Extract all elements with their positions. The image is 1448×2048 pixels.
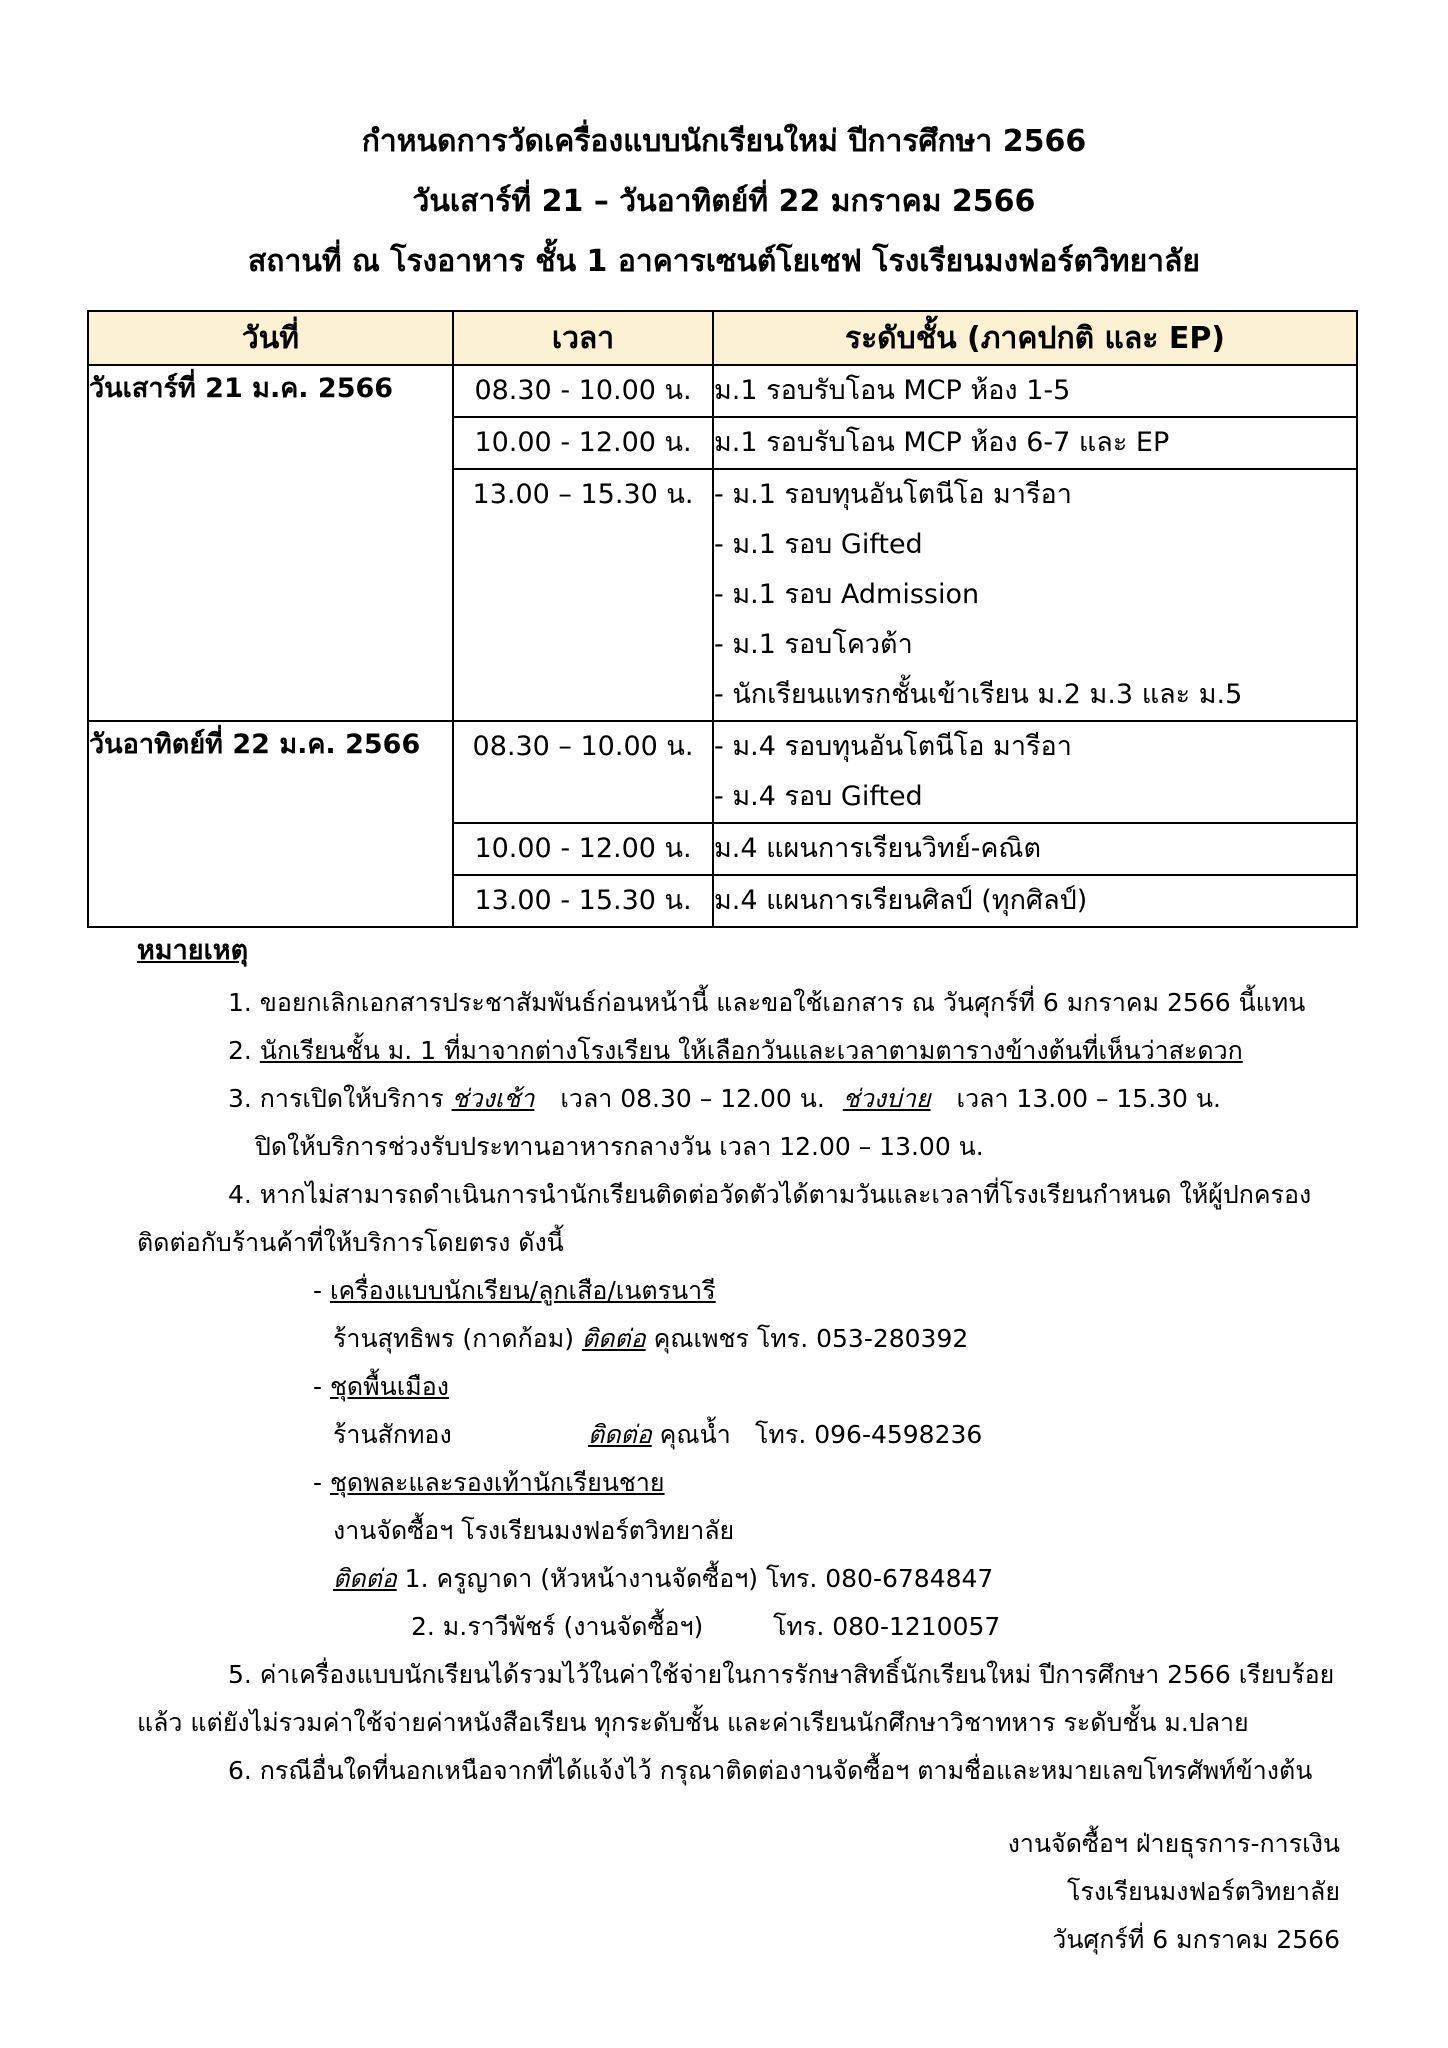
schedule-table (87, 310, 1358, 928)
note-3-morning-label: ช่วงเช้า (451, 1084, 535, 1113)
note-5-line-1: 5. ค่าเครื่องแบบนักเรียนได้รวมไว้ในค่าใช้จ่ายในการรักษาสิทธิ์นักเรียนใหม่ ปีการศึกษา 2566 เรียบร้อย (228, 1660, 1335, 1689)
bullet-dash: - (313, 1276, 330, 1305)
level-cell (713, 823, 1357, 875)
table-row (88, 721, 1357, 823)
shop-3-contact-1 (333, 1563, 993, 1595)
note-3-morning-time: เวลา 08.30 – 12.00 น. (560, 1084, 825, 1113)
level-item: - ม.1 รอบ Admission (714, 579, 980, 610)
shop-3-contact-1-text: 1. ครูญาดา (หัวหน้างานจัดซื้อฯ) โทร. 080-6784847 (396, 1564, 994, 1593)
shop-3-contact-2: 2. ม.ราวีพัชร์ (งานจัดซื้อฯ) (411, 1612, 704, 1641)
signature-department: งานจัดซื้อฯ ฝ่ายธุรการ-การเงิน (1007, 1829, 1340, 1858)
level-item: - ม.1 รอบทุนอันโตนีโอ มารีอา (714, 479, 1072, 510)
shop-1-title: เครื่องแบบนักเรียน/ลูกเสือ/เนตรนารี (329, 1276, 716, 1305)
table-row (88, 365, 1357, 417)
note-3-prefix: 3. การเปิดให้บริการ (228, 1084, 452, 1113)
contact-label: ติดต่อ (588, 1420, 652, 1449)
note-6: 6. กรณีอื่นใดที่นอกเหนือจากที่ได้แจ้งไว้ กรุณาติดต่องานจัดซื้อฯ ตามชื่อและหมายเลขโทรศัพท์ข้างต้น (228, 1756, 1313, 1785)
notes-heading: หมายเหตุ (137, 935, 249, 966)
note-2-number: 2. (228, 1036, 260, 1065)
time-cell (453, 417, 713, 469)
shop-2-detail (333, 1419, 452, 1451)
title-line-2: วันเสาร์ที่ 21 – วันอาทิตย์ที่ 22 มกราคม 2566 (412, 184, 1036, 219)
note-4-line-2: ติดต่อกับร้านค้าที่ให้บริการโดยตรง ดังนี้ (137, 1228, 564, 1257)
level-cell (713, 721, 1357, 823)
time-text: 13.00 – 15.30 น. (472, 479, 694, 510)
note-3-afternoon-label: ช่วงบ่าย (842, 1084, 931, 1113)
shop-1-contact: คุณเพชร โทร. 053-280392 (645, 1324, 969, 1353)
note-1: 1. ขอยกเลิกเอกสารประชาสัมพันธ์ก่อนหน้านี้ และขอใช้เอกสาร ณ วันศุกร์ที่ 6 มกราคม 2566 นี้แทน (228, 988, 1306, 1017)
time-cell (453, 721, 713, 823)
contact-label: ติดต่อ (581, 1324, 646, 1353)
signature-block (1008, 1820, 1340, 1964)
shop-2-title: ชุดพื้นเมือง (329, 1372, 449, 1401)
level-item: - ม.4 รอบ Gifted (714, 781, 923, 812)
contact-label: ติดต่อ (333, 1564, 397, 1593)
level-item: - ม.1 รอบโควต้า (714, 629, 913, 660)
header-time: เวลา (453, 311, 713, 365)
shop-2-name: ร้านสักทอง (333, 1420, 452, 1449)
shop-2-contact-person: คุณน้ำ (651, 1420, 731, 1449)
shop-2-heading (313, 1371, 449, 1403)
shop-3-name: งานจัดซื้อฯ โรงเรียนมงฟอร์ตวิทยาลัย (333, 1516, 735, 1545)
time-cell (453, 823, 713, 875)
level-cell (713, 469, 1357, 721)
level-item: - ม.1 รอบ Gifted (714, 529, 923, 560)
signature-school: โรงเรียนมงฟอร์ตวิทยาลัย (1066, 1877, 1340, 1906)
time-cell (453, 365, 713, 417)
table-header-row (88, 311, 1357, 365)
shop-1-detail (333, 1323, 968, 1355)
date-cell: วันอาทิตย์ที่ 22 ม.ค. 2566 (88, 721, 453, 927)
time-text: 08.30 – 10.00 น. (472, 731, 694, 762)
time-text: 10.00 - 12.00 น. (474, 833, 692, 864)
note-3-line-2: ปิดให้บริการช่วงรับประทานอาหารกลางวัน เวลา 12.00 – 13.00 น. (255, 1132, 984, 1161)
shop-1-name: ร้านสุทธิพร (กาดก้อม) (333, 1324, 582, 1353)
shop-3-heading (313, 1467, 665, 1499)
level-item: ม.1 รอบรับโอน MCP ห้อง 6-7 และ EP (714, 427, 1170, 458)
level-item: ม.4 แผนการเรียนศิลป์ (ทุกศิลป์) (714, 885, 1088, 916)
level-item: ม.4 แผนการเรียนวิทย์-คณิต (714, 833, 1042, 864)
note-2-text: นักเรียนชั้น ม. 1 ที่มาจากต่างโรงเรียน ให้เลือกวันและเวลาตามตารางข้างต้นที่เห็นว่าสะดวก (259, 1036, 1243, 1065)
note-3-afternoon-time: เวลา 13.00 – 15.30 น. (956, 1084, 1221, 1113)
time-cell (453, 469, 713, 721)
date-cell: วันเสาร์ที่ 21 ม.ค. 2566 (88, 365, 453, 721)
note-3 (228, 1083, 1221, 1115)
shop-2-contact (588, 1419, 731, 1451)
level-cell (713, 417, 1357, 469)
level-cell (713, 365, 1357, 417)
note-5-line-2: แล้ว แต่ยังไม่รวมค่าใช้จ่ายค่าหนังสือเรียน ทุกระดับชั้น และค่าเรียนนักศึกษาวิชาทหาร ระดับชั้น ม.ปลาย (137, 1708, 1249, 1737)
header-level: ระดับชั้น (ภาคปกติ และ EP) (713, 311, 1357, 365)
header-date: วันที่ (88, 311, 453, 365)
document-title (0, 112, 1448, 292)
shop-1-heading (313, 1275, 716, 1307)
level-item: - นักเรียนแทรกชั้นเข้าเรียน ม.2 ม.3 และ ม.5 (714, 679, 1243, 710)
shop-3-title: ชุดพละและรองเท้านักเรียนชาย (329, 1468, 665, 1497)
shop-2-phone: โทร. 096-4598236 (755, 1420, 983, 1449)
title-line-3: สถานที่ ณ โรงอาหาร ชั้น 1 อาคารเซนต์โยเซฟ โรงเรียนมงฟอร์ตวิทยาลัย (248, 244, 1200, 279)
note-4-line-1: 4. หากไม่สามารถดำเนินการนำนักเรียนติดต่อวัดตัวได้ตามวันและเวลาที่โรงเรียนกำหนด ให้ผู้ปกครอง (228, 1180, 1312, 1209)
time-cell (453, 875, 713, 927)
time-text: 13.00 - 15.30 น. (474, 885, 692, 916)
bullet-dash: - (313, 1468, 330, 1497)
level-cell (713, 875, 1357, 927)
signature-date: วันศุกร์ที่ 6 มกราคม 2566 (1052, 1925, 1340, 1954)
bullet-dash: - (313, 1372, 330, 1401)
shop-3-contact-2-phone: โทร. 080-1210057 (773, 1612, 1001, 1641)
title-line-1: กำหนดการวัดเครื่องแบบนักเรียนใหม่ ปีการศึกษา 2566 (361, 124, 1087, 159)
level-item: ม.1 รอบรับโอน MCP ห้อง 1-5 (714, 375, 1071, 406)
time-text: 08.30 - 10.00 น. (474, 375, 692, 406)
level-item: - ม.4 รอบทุนอันโตนีโอ มารีอา (714, 731, 1072, 762)
note-2 (228, 1035, 1243, 1067)
time-text: 10.00 - 12.00 น. (474, 427, 692, 458)
